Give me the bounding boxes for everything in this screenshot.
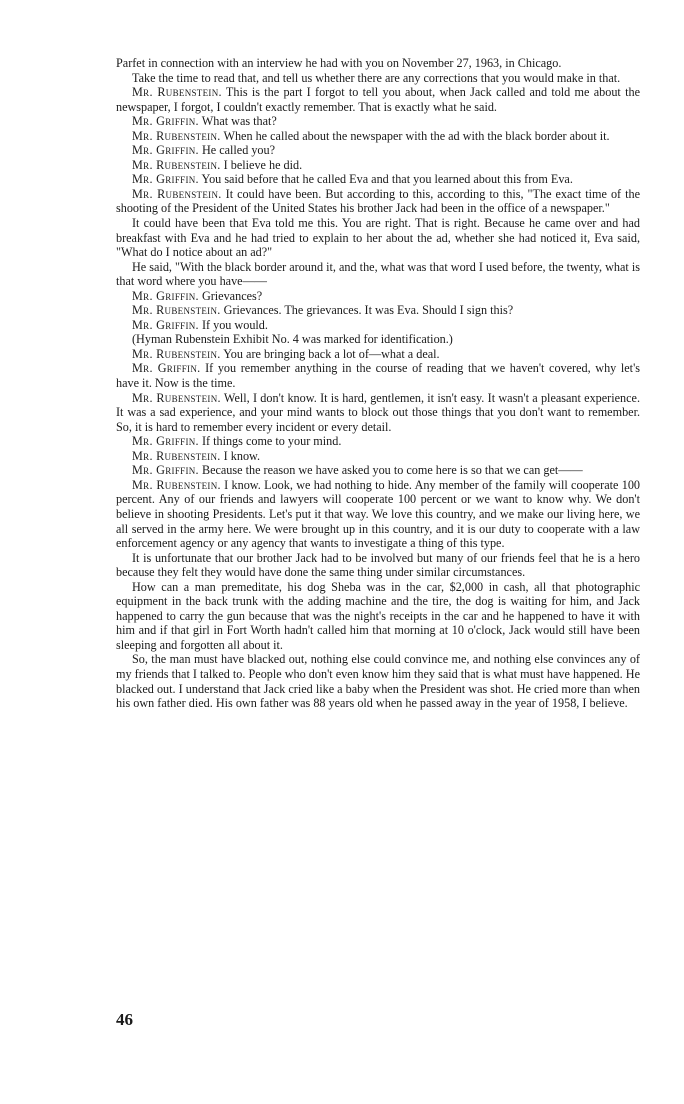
paragraph-text: What was that? bbox=[201, 114, 277, 129]
transcript-paragraph bbox=[116, 361, 640, 390]
paragraph-text: Because the reason we have asked you to come here is so that we can get—— bbox=[201, 463, 583, 478]
speaker-label: Mr. Rubenstein. bbox=[132, 448, 221, 463]
speaker-label: Mr. Griffin. bbox=[132, 317, 199, 332]
paragraph-text: Grievances? bbox=[201, 288, 263, 303]
speaker-label: Mr. Rubenstein. bbox=[132, 85, 222, 100]
transcript-paragraph bbox=[116, 652, 640, 710]
speaker-label: Mr. Rubenstein. bbox=[132, 477, 221, 492]
transcript-paragraph bbox=[116, 143, 640, 158]
speaker-label: Mr. Rubenstein. bbox=[132, 346, 221, 361]
transcript-paragraph bbox=[116, 129, 640, 144]
transcript-paragraph bbox=[116, 85, 640, 114]
paragraph-text: It could have been that Eva told me this. You are right. That is right. Because he came over and had breakfast with Eva and he had tried to explain to her about the ad, whether she had noticed it, Eva said, "What do I notice about an ad?" bbox=[116, 216, 640, 260]
speaker-label: Mr. Griffin. bbox=[132, 361, 201, 376]
paragraph-text: It could have been. But according to this, according to this, "The exact time of the shooting of the President of the United States his brother Jack had been in the office of a newspaper." bbox=[116, 186, 641, 216]
transcript-page bbox=[116, 56, 640, 711]
paragraph-text: If you remember anything in the course of reading that we haven't covered, why let's have it. Now is the time. bbox=[116, 361, 641, 391]
speaker-label: Mr. Rubenstein. bbox=[132, 128, 221, 143]
paragraph-text: Parfet in connection with an interview he had with you on November 27, 1963, in Chicago. bbox=[116, 56, 562, 70]
paragraph-text: Grievances. The grievances. It was Eva. Should I sign this? bbox=[223, 303, 514, 318]
transcript-paragraph bbox=[116, 216, 640, 260]
paragraph-text: You are bringing back a lot of—what a deal. bbox=[223, 346, 440, 361]
paragraph-text: (Hyman Rubenstein Exhibit No. 4 was marked for identification.) bbox=[132, 332, 453, 347]
paragraph-text: Take the time to read that, and tell us whether there are any corrections that you would make in that. bbox=[132, 70, 621, 85]
paragraph-text: I know. Look, we had nothing to hide. Any member of the family will cooperate 100 percent. Any of our friends and lawyers will cooperate 100 percent or we want to know why. We don't believe in shooting Presidents. Let's put it that way. We love this country, and we make our living here, we all served in the army here. We were brought up in this country, and it is our duty to cooperate with a law enforcement agency or any agency that wants to investigate a thing of this type. bbox=[116, 477, 641, 551]
paragraph-text: I know. bbox=[223, 448, 261, 463]
paragraph-text: I believe he did. bbox=[223, 157, 303, 172]
speaker-label: Mr. Griffin. bbox=[132, 288, 199, 303]
speaker-label: Mr. Griffin. bbox=[132, 463, 199, 478]
speaker-label: Mr. Rubenstein. bbox=[132, 303, 221, 318]
transcript-paragraph bbox=[116, 172, 640, 187]
transcript-paragraph bbox=[116, 289, 640, 304]
transcript-paragraph bbox=[116, 318, 640, 333]
paragraph-text: You said before that he called Eva and that you learned about this from Eva. bbox=[201, 172, 573, 187]
speaker-label: Mr. Griffin. bbox=[132, 434, 199, 449]
speaker-label: Mr. Griffin. bbox=[132, 143, 199, 158]
speaker-label: Mr. Rubenstein. bbox=[132, 157, 221, 172]
transcript-paragraph bbox=[116, 478, 640, 551]
transcript-paragraph bbox=[116, 391, 640, 435]
paragraph-text: So, the man must have blacked out, nothing else could convince me, and nothing else convinces any of my friends that I talked to. People who don't even know him they said that is what must have happened. He blacked out. I understand that Jack cried like a baby when the President was shot. He cried more than when his own father died. His own father was 88 years old when he passed away in the year of 1958, I believe. bbox=[116, 652, 640, 711]
paragraph-text: He said, "With the black border around it, and the, what was that word I used before, the twenty, what is that word where you have—— bbox=[116, 259, 640, 289]
transcript-paragraph bbox=[116, 260, 640, 289]
page-number: 46 bbox=[116, 1010, 133, 1029]
transcript-paragraph bbox=[116, 332, 640, 347]
paragraph-text: It is unfortunate that our brother Jack had to be involved but many of our friends feel that he is a hero because they felt they would have done the same thing under similar circumstances. bbox=[116, 550, 640, 580]
paragraph-text: When he called about the newspaper with the ad with the black border about it. bbox=[223, 128, 610, 143]
speaker-label: Mr. Griffin. bbox=[132, 114, 199, 129]
transcript-paragraph bbox=[116, 56, 640, 71]
paragraph-text: This is the part I forgot to tell you about, when Jack called and told me about the newspaper, I forgot, I couldn't exactly remember. That is exactly what he said. bbox=[116, 85, 640, 114]
transcript-paragraph bbox=[116, 463, 640, 478]
transcript-paragraph bbox=[116, 580, 640, 653]
transcript-paragraph bbox=[116, 449, 640, 464]
transcript-paragraph bbox=[116, 187, 640, 216]
transcript-paragraph bbox=[116, 551, 640, 580]
paragraph-text: If you would. bbox=[201, 317, 268, 332]
transcript-paragraph bbox=[116, 158, 640, 173]
speaker-label: Mr. Griffin. bbox=[132, 172, 199, 187]
transcript-paragraph bbox=[116, 71, 640, 86]
speaker-label: Mr. Rubenstein. bbox=[132, 186, 222, 201]
transcript-paragraph bbox=[116, 347, 640, 362]
paragraph-text: If things come to your mind. bbox=[201, 434, 342, 449]
transcript-paragraph bbox=[116, 434, 640, 449]
transcript-paragraph bbox=[116, 114, 640, 129]
transcript-paragraph bbox=[116, 303, 640, 318]
paragraph-text: Well, I don't know. It is hard, gentlemen, it isn't easy. It wasn't a pleasant experience. It was a sad experience, and your mind wants to block out those things that you don't want to remember. So, it is hard to remember every incident or every detail. bbox=[116, 390, 641, 434]
paragraph-text: He called you? bbox=[201, 143, 276, 158]
speaker-label: Mr. Rubenstein. bbox=[132, 390, 221, 405]
paragraph-text: How can a man premeditate, his dog Sheba was in the car, $2,000 in cash, all that photographic equipment in the back trunk with the adding machine and the tire, the dog is waiting for him, and Jack happened to carry the gun because that was the night's receipts in the car and he happened to have it with him and if that girl in Fort Worth hadn't called him that morning at 10 o'clock, Jack would still have been sleeping and forgotten all about it. bbox=[116, 579, 640, 652]
